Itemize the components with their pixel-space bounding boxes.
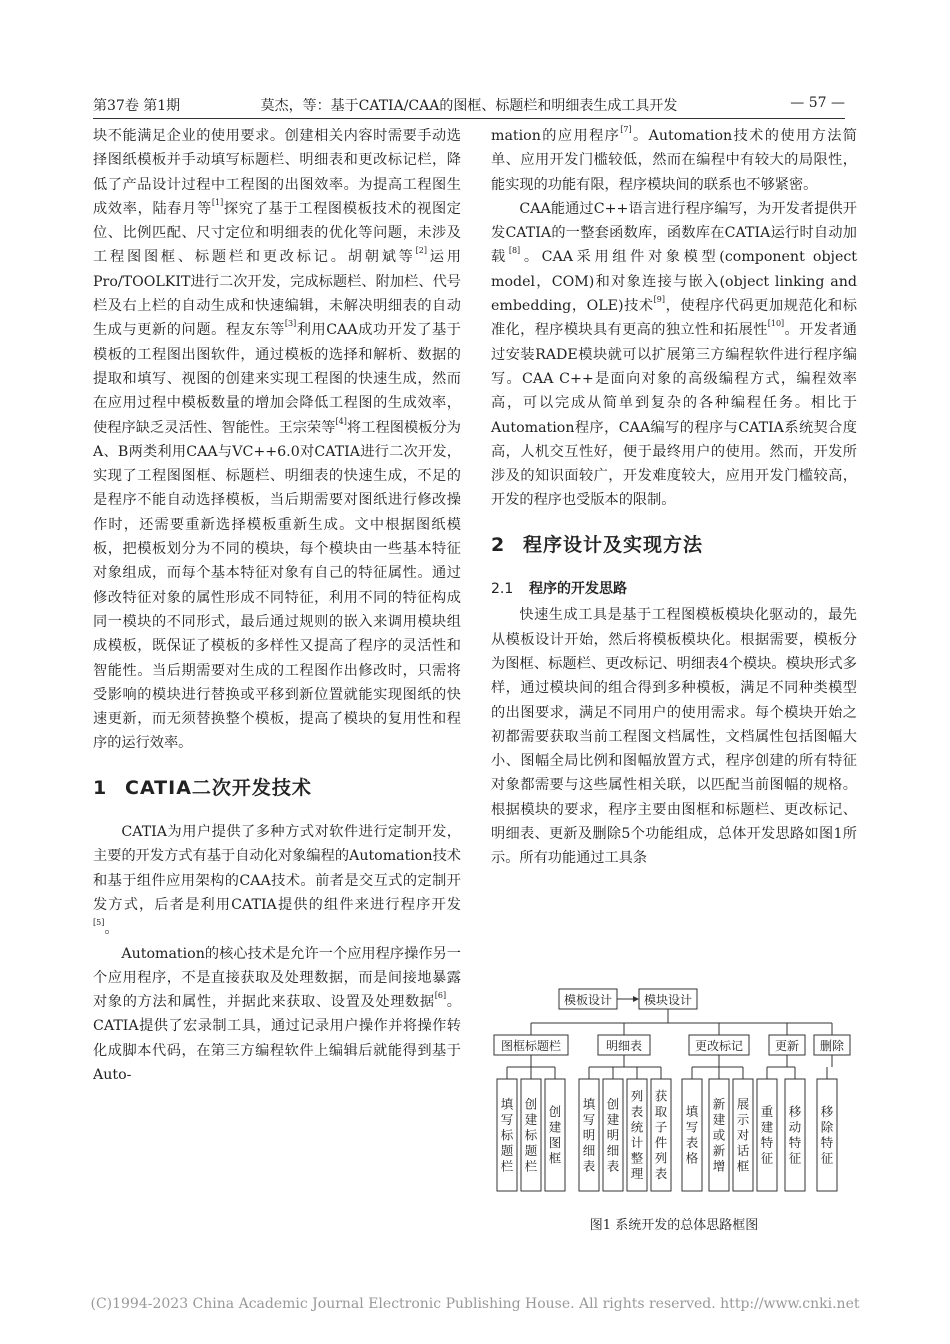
leaf-box-label: 填写明细表 (582, 1096, 596, 1174)
leaf-box-label: 创建图框 (548, 1104, 562, 1166)
section-heading-1: 1 CATIA二次开发技术 (93, 776, 312, 799)
citation[interactable]: [1] (211, 197, 224, 207)
leaf-box-label: 填写标题栏 (500, 1096, 514, 1174)
leaf-box-label: 列表统计整理 (630, 1088, 644, 1181)
arrow-head (633, 996, 639, 1002)
copyright-footer: (C)1994-2023 China Academic Journal Electronic Publishing House. All rights reserved. http://www.cnki.net (90, 1296, 860, 1312)
citation[interactable]: [6] (434, 991, 447, 1001)
citation[interactable]: [8] (508, 246, 521, 256)
page-number: — 57 — (790, 95, 845, 111)
section-heading-2: 2 程序设计及实现方法 (491, 533, 704, 556)
leaf-box-label: 展示对话框 (736, 1096, 750, 1174)
figure-caption: 图1 系统开发的总体思路框图 (589, 1218, 759, 1233)
citation[interactable]: [9] (653, 295, 665, 305)
figure-1-flowchart (491, 985, 857, 1215)
group-box-label: 更改标记 (694, 1039, 744, 1053)
citation[interactable]: [3] (284, 319, 297, 329)
paragraph: Automation的核心技术是允许一个应用程序操作另一个应用程序，不是直接获取及处理数据，而是间接地暴露对象的方法和属性，并据此来获取、设置及处理数据[6]。CATIA提供了宏录制工具，通过记录用户操作并将操作转化成脚本代码，在第三方编程软件上编辑后就能得到基于Auto- (93, 945, 461, 1083)
left-column (93, 124, 461, 1087)
group-box-label: 明细表 (605, 1039, 643, 1053)
leaf-box-label: 创建明细表 (606, 1096, 620, 1174)
top-box-label: 模块设计 (643, 993, 693, 1007)
paragraph: 快速生成工具是基于工程图模板模块化驱动的，最先从模板设计开始，然后将模板模块化。根据需要，模板分为图框、标题栏、更改标记、明细表4个模块。模块形式多样，通过模块间的组合得到多种模板，满足不同种类模型的出图要求，满足不同用户的使用需求。每个模块开始之初都需要获取当前工程图文档属性，文档属性包括图幅大小、图幅全局比例和图幅放置方式，程序创建的所有特征对象都需要与这些属性相关联，以匹配当前图幅的规格。根据模块的要求，程序主要由图框和标题栏、更改标记、明细表、更新及删除5个功能组成，总体开发思路如图1所示。所有功能通过工具条 (491, 607, 857, 867)
citation[interactable]: [5] (93, 918, 105, 928)
leaf-box-label: 新建或新增 (712, 1096, 726, 1174)
journal-issue: 第37卷 第1期 (93, 98, 181, 114)
leaf-box-label: 移除特征 (820, 1104, 834, 1166)
top-box-label: 模板设计 (563, 993, 613, 1007)
citation[interactable]: [4] (335, 416, 347, 426)
leaf-box-label: 填写表格 (685, 1104, 699, 1166)
paragraph: mation的应用程序[7]。Automation技术的使用方法简单、应用开发门槛较低，然而在编程中有较大的局限性，能实现的功能有限，程序模块间的联系也不够紧密。 (491, 125, 857, 193)
group-box-label: 更新 (774, 1039, 800, 1053)
running-title: 莫杰，等：基于CATIA/CAA的图框、标题栏和明细表生成工具开发 (260, 98, 678, 114)
leaf-box-label: 移动特征 (788, 1104, 802, 1166)
citation[interactable]: [10] (767, 319, 785, 329)
leaf-box-label: 获取子件列表 (654, 1088, 668, 1181)
header-rule (93, 118, 845, 119)
right-column (491, 124, 857, 871)
citation[interactable]: [2] (415, 246, 428, 256)
flowchart-svg (491, 985, 857, 1215)
page-header (93, 95, 845, 115)
leaf-box-label: 创建标题栏 (524, 1096, 538, 1174)
subsection-heading-2-1: 2.1 程序的开发思路 (491, 581, 627, 598)
paragraph: CATIA为用户提供了多种方式对软件进行定制开发，主要的开发方式有基于自动化对象编程的Automation技术和基于组件应用架构的CAA技术。前者是交互式的定制开发方式，后者是利用CATIA提供的组件来进行程序开发[5]。 (93, 824, 461, 938)
paragraph: CAA能通过C++语言进行程序编写，为开发者提供开发CATIA的一整套函数库，函数库在CATIA运行时自动加载[8]。CAA采用组件对象模型(component object model，COM)和对象连接与嵌入(object linking and embedding，OLE)技术[9]，使程序代码更加规范化和标准化，程序模块具有更高的独立性和拓展性[10]。开发者通过安装RADE模块就可以扩展第三方编程软件进行程序编写。CAA C++是面向对象的高级编程方式，编程效率高，可以完成从简单到复杂的各种编程任务。相比于Automation程序，CAA编写的程序与CATIA系统契合度高，人机交互性好，便于最终用户的使用。然而，开发所涉及的知识面较广，开发难度较大，应用开发门槛较高，开发的程序也受版本的限制。 (491, 200, 857, 509)
group-box-label: 删除 (819, 1039, 845, 1053)
citation[interactable]: [7] (620, 125, 632, 134)
group-box-label: 图框标题栏 (500, 1039, 562, 1053)
leaf-box-label: 重建特征 (760, 1104, 774, 1166)
paragraph: 块不能满足企业的使用要求。创建相关内容时需要手动选择图纸模板并手动填写标题栏、明细表和更改标记栏，降低了产品设计过程中工程图的出图效率。为提高工程图生成效率，陆春月等[1]探究了基于工程图模板技术的视图定位、比例匹配、尺寸定位和明细表的优化等问题，未涉及工程图图框、标题栏和更改标记。胡朝斌等[2]运用Pro/TOOLKIT进行二次开发，完成标题栏、附加栏、代号栏及右上栏的自动生成和快速编辑，未解决明细表的自动生成与更新的问题。程友东等[3]利用CAA成功开发了基于模板的工程图出图软件，通过模板的选择和解析、数据的提取和填写、视图的创建来实现工程图的快速生成，然而在应用过程中模板数量的增加会降低工程图的生成效率，使程序缺乏灵活性、智能性。王宗荣等[4]将工程图模板分为A、B两类利用CAA与VC++6.0对CATIA进行二次开发，实现了工程图图框、标题栏、明细表的快速生成，不足的是程序不能自动选择模板，当后期需要对图纸进行修改操作时，还需要重新选择模板重新生成。文中根据图纸模板，把模板划分为不同的模块，每个模块由一些基本特征对象组成，而每个基本特征对象有自己的特征属性。通过修改特征对象的属性形成不同特征，利用不同的特征构成同一模块的不同形式，最后通过规则的嵌入来调用模块组成模板，既保证了模板的多样性又提高了程序的灵活性和智能性。当后期需要对生成的工程图作出修改时，只需将受影响的模块进行替换或平移到新位置就能实现图纸的快速更新，而无须替换整个模板，提高了模块的复用性和程序的运行效率。 (93, 128, 461, 752)
